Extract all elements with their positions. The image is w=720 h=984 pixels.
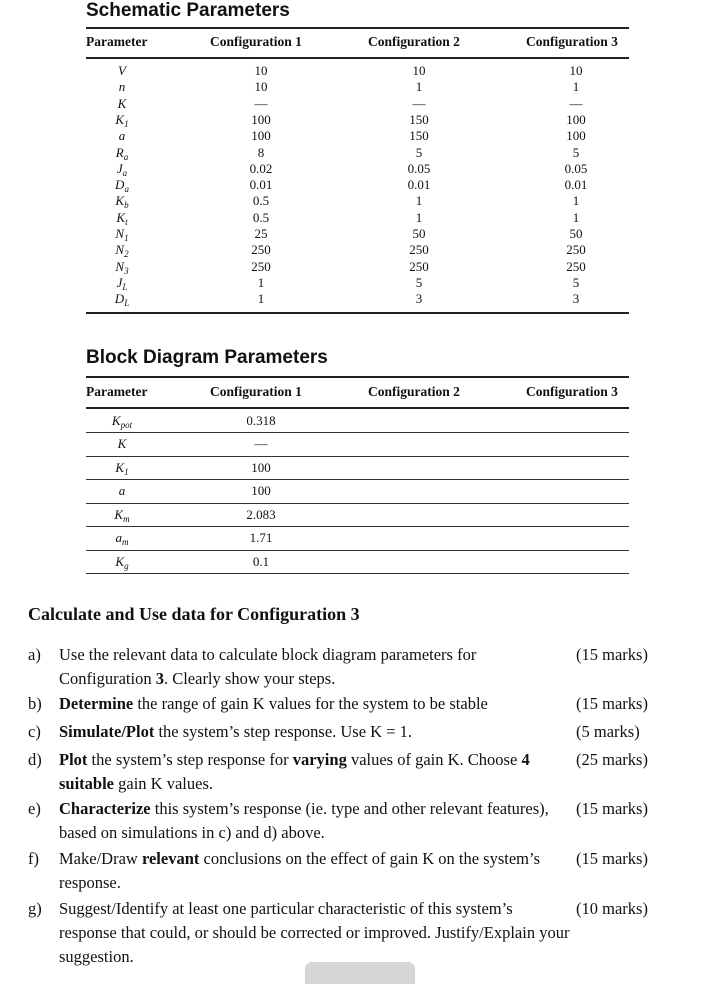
parameter-cell bbox=[86, 530, 158, 546]
parameter-subscript: 1 bbox=[124, 118, 129, 129]
question-text bbox=[59, 897, 571, 969]
config1-value: 0.1 bbox=[252, 553, 270, 569]
config3-value: 0.05 bbox=[564, 160, 588, 176]
question-marks: (25 marks) bbox=[576, 750, 648, 769]
question-label: a) bbox=[28, 645, 41, 664]
config1-value: 25 bbox=[254, 226, 268, 241]
parameter-symbol: K bbox=[111, 412, 121, 428]
config3-value: 50 bbox=[569, 226, 583, 241]
question-label: b) bbox=[28, 694, 42, 713]
config1-value: 100 bbox=[251, 459, 271, 475]
config1-value: 100 bbox=[251, 483, 271, 498]
parameter-cell bbox=[86, 63, 158, 79]
parameter-cell bbox=[86, 554, 158, 570]
parameter-symbol: D bbox=[115, 177, 125, 193]
parameter-cell bbox=[86, 112, 158, 128]
table-row bbox=[86, 432, 629, 457]
config2-value: 250 bbox=[409, 258, 429, 274]
parameter-cell bbox=[86, 161, 158, 177]
config2-value: 10 bbox=[412, 63, 426, 78]
parameter-subscript: L bbox=[122, 281, 128, 292]
parameter-subscript: pot bbox=[120, 419, 133, 430]
table-row bbox=[86, 479, 629, 504]
config1-value: 0.01 bbox=[249, 177, 273, 193]
config2-value: 5 bbox=[415, 144, 423, 160]
emphasis-text: 4 suitable bbox=[59, 750, 530, 793]
config3-value: 250 bbox=[566, 242, 586, 258]
parameter-subscript: a bbox=[123, 151, 129, 162]
parameter-symbol: K bbox=[116, 209, 126, 225]
config1-value: 10 bbox=[254, 63, 268, 78]
parameter-cell bbox=[86, 210, 158, 226]
question-label: d) bbox=[28, 750, 42, 769]
table-row bbox=[86, 177, 629, 193]
config1-value: 2.083 bbox=[246, 506, 276, 522]
table-row bbox=[86, 128, 629, 144]
schematic-header-parameter: Parameter bbox=[86, 34, 148, 49]
parameter-symbol: K bbox=[117, 436, 127, 451]
parameter-symbol: J bbox=[116, 274, 123, 290]
parameter-cell bbox=[86, 226, 158, 242]
question-marks: (10 marks) bbox=[576, 899, 648, 918]
parameter-cell bbox=[86, 275, 158, 291]
parameter-subscript: L bbox=[124, 298, 130, 309]
parameter-symbol: a bbox=[115, 530, 122, 545]
question-marks: (15 marks) bbox=[576, 799, 648, 818]
config3-value: 1 bbox=[572, 79, 580, 95]
parameter-cell bbox=[86, 483, 158, 499]
emphasis-text: Plot bbox=[59, 750, 88, 769]
parameter-subscript: t bbox=[125, 216, 128, 227]
block-header-config1: Configuration 1 bbox=[210, 384, 302, 399]
config1-value: — bbox=[254, 95, 268, 111]
table-row bbox=[86, 526, 629, 551]
table-row bbox=[86, 503, 629, 528]
parameter-cell bbox=[86, 242, 158, 258]
text-segment: the system’s step response for bbox=[87, 750, 293, 769]
config2-value: — bbox=[412, 95, 426, 111]
table-row bbox=[86, 79, 629, 95]
config2-value: 0.05 bbox=[407, 160, 431, 176]
parameter-subscript: b bbox=[124, 200, 129, 211]
schematic-header-config1: Configuration 1 bbox=[210, 34, 302, 49]
table-row bbox=[86, 63, 629, 79]
config3-value: 5 bbox=[572, 274, 580, 290]
emphasis-text: Characterize bbox=[59, 799, 151, 818]
questions-heading: Calculate and Use data for Configuration 3 bbox=[28, 604, 360, 624]
parameter-symbol: K bbox=[115, 553, 125, 569]
text-segment: Make/Draw bbox=[59, 849, 142, 868]
config1-value: — bbox=[254, 436, 268, 451]
schematic-parameters-title: Schematic Parameters bbox=[86, 0, 290, 21]
question-label: g) bbox=[28, 899, 42, 918]
table-row bbox=[86, 226, 629, 242]
parameter-subscript: a bbox=[122, 167, 128, 178]
parameter-cell bbox=[86, 507, 158, 523]
text-segment: gain K values. bbox=[114, 774, 213, 793]
parameter-subscript: a bbox=[124, 184, 129, 195]
text-segment: this system’s response (ie. type and other relevant features), based on simulations in c) and d) above. bbox=[59, 799, 549, 842]
table-row bbox=[86, 112, 629, 128]
question-label: e) bbox=[28, 799, 41, 818]
config2-value: 150 bbox=[409, 111, 429, 127]
parameter-cell bbox=[86, 145, 158, 161]
config2-value: 1 bbox=[415, 79, 423, 95]
question-text bbox=[59, 748, 571, 796]
config1-value: 0.5 bbox=[252, 193, 270, 209]
parameter-symbol: a bbox=[118, 483, 126, 498]
block-top-rule bbox=[86, 376, 629, 378]
text-segment: the range of gain K values for the system to be stable bbox=[133, 694, 488, 713]
emphasis-text: 3 bbox=[155, 669, 164, 688]
parameter-subscript: 1 bbox=[124, 233, 129, 243]
text-segment: . Clearly show your steps. bbox=[163, 669, 336, 688]
table-row bbox=[86, 210, 629, 226]
config2-value: 250 bbox=[409, 242, 429, 258]
config2-value: 50 bbox=[412, 226, 426, 241]
parameter-cell bbox=[86, 259, 158, 275]
emphasis-text: Simulate/Plot bbox=[59, 722, 155, 741]
block-header-config2: Configuration 2 bbox=[368, 384, 460, 399]
parameter-cell bbox=[86, 413, 158, 429]
config1-value: 8 bbox=[257, 144, 265, 160]
config3-value: 100 bbox=[566, 111, 586, 127]
parameter-cell bbox=[86, 460, 158, 476]
text-segment: the system’s step response. Use K = 1. bbox=[154, 722, 413, 741]
parameter-subscript: 2 bbox=[124, 249, 129, 260]
table-row bbox=[86, 291, 629, 307]
emphasis-text: Determine bbox=[59, 694, 134, 713]
parameter-symbol: K bbox=[115, 459, 125, 475]
parameter-symbol: D bbox=[114, 291, 125, 307]
parameter-symbol: V bbox=[118, 63, 126, 78]
question-marks: (15 marks) bbox=[576, 694, 648, 713]
parameter-symbol: K bbox=[117, 95, 127, 111]
parameter-cell bbox=[86, 291, 158, 307]
parameter-cell bbox=[86, 128, 158, 144]
emphasis-text: relevant bbox=[141, 849, 200, 868]
table-row bbox=[86, 409, 629, 434]
question-text bbox=[59, 720, 571, 744]
parameter-symbol: N bbox=[115, 258, 125, 274]
config3-value: 5 bbox=[572, 144, 580, 160]
text-segment: Suggest/Identify at least one particular characteristic of this system’s response that could, or should be corrected or improved. Justify/Explain your suggestion. bbox=[59, 899, 570, 966]
config1-value: 100 bbox=[251, 111, 271, 127]
table-row bbox=[86, 145, 629, 161]
config3-value: 1 bbox=[572, 209, 580, 225]
table-row bbox=[86, 259, 629, 275]
config2-value: 1 bbox=[415, 193, 423, 209]
parameter-subscript: m bbox=[122, 537, 129, 547]
parameter-symbol: a bbox=[118, 128, 126, 144]
config1-value: 0.02 bbox=[249, 160, 273, 176]
config1-value: 0.318 bbox=[246, 412, 276, 428]
config3-value: 0.01 bbox=[564, 177, 588, 193]
config3-value: — bbox=[569, 95, 583, 111]
table-row bbox=[86, 96, 629, 112]
question-marks: (5 marks) bbox=[576, 722, 640, 741]
parameter-cell bbox=[86, 436, 158, 452]
parameter-cell bbox=[86, 79, 158, 95]
config1-value: 1.71 bbox=[249, 530, 273, 545]
parameter-symbol: J bbox=[116, 160, 123, 176]
question-text bbox=[59, 797, 571, 845]
parameter-subscript: 3 bbox=[124, 265, 129, 276]
config2-value: 150 bbox=[409, 128, 429, 144]
parameter-cell bbox=[86, 96, 158, 112]
question-text bbox=[59, 643, 571, 691]
config3-value: 3 bbox=[572, 291, 580, 307]
table-row bbox=[86, 275, 629, 291]
config3-value: 250 bbox=[566, 258, 586, 274]
block-diagram-parameters-title: Block Diagram Parameters bbox=[86, 347, 328, 368]
config1-value: 10 bbox=[254, 79, 268, 95]
question-marks: (15 marks) bbox=[576, 849, 648, 868]
schematic-header-config3: Configuration 3 bbox=[526, 34, 618, 49]
parameter-symbol: n bbox=[118, 79, 126, 95]
config3-value: 100 bbox=[566, 128, 586, 144]
schematic-header-config2: Configuration 2 bbox=[368, 34, 460, 49]
parameter-subscript: 1 bbox=[124, 466, 129, 477]
config1-value: 1 bbox=[257, 274, 265, 290]
parameter-symbol: N bbox=[115, 226, 125, 241]
config3-value: 10 bbox=[569, 63, 583, 78]
table-row bbox=[86, 193, 629, 209]
config1-value: 100 bbox=[251, 128, 271, 144]
question-text bbox=[59, 692, 571, 716]
parameter-cell bbox=[86, 193, 158, 209]
text-segment: values of gain K. Choose bbox=[346, 750, 522, 769]
question-label: f) bbox=[28, 849, 39, 868]
text-segment: Use the relevant data to calculate block diagram parameters for Configuration bbox=[59, 645, 477, 688]
config1-value: 250 bbox=[251, 258, 271, 274]
config2-value: 0.01 bbox=[407, 177, 431, 193]
parameter-symbol: K bbox=[114, 506, 124, 522]
config2-value: 5 bbox=[415, 274, 423, 290]
config1-value: 1 bbox=[257, 291, 265, 307]
block-header-config3: Configuration 3 bbox=[526, 384, 618, 399]
table-row bbox=[86, 456, 629, 481]
config1-value: 250 bbox=[251, 242, 271, 258]
parameter-subscript: m bbox=[123, 513, 130, 524]
question-text bbox=[59, 847, 571, 895]
block-header-parameter: Parameter bbox=[86, 384, 148, 399]
config1-value: 0.5 bbox=[252, 209, 270, 225]
parameter-subscript: g bbox=[124, 560, 129, 571]
parameter-cell bbox=[86, 177, 158, 193]
table-row bbox=[86, 550, 629, 575]
schematic-top-rule bbox=[86, 27, 629, 29]
text-segment: conclusions on the effect of gain K on the system’s response. bbox=[59, 849, 541, 892]
config2-value: 1 bbox=[415, 209, 423, 225]
question-label: c) bbox=[28, 722, 41, 741]
table-row bbox=[86, 161, 629, 177]
config2-value: 3 bbox=[415, 291, 423, 307]
parameter-symbol: R bbox=[115, 144, 124, 160]
config3-value: 1 bbox=[572, 193, 580, 209]
parameter-symbol: K bbox=[115, 193, 125, 209]
table-row bbox=[86, 242, 629, 258]
parameter-symbol: N bbox=[115, 242, 125, 258]
question-marks: (15 marks) bbox=[576, 645, 648, 664]
parameter-symbol: K bbox=[115, 111, 125, 127]
schematic-bottom-rule bbox=[86, 312, 629, 314]
schematic-header-rule bbox=[86, 57, 629, 59]
emphasis-text: varying bbox=[292, 750, 347, 769]
